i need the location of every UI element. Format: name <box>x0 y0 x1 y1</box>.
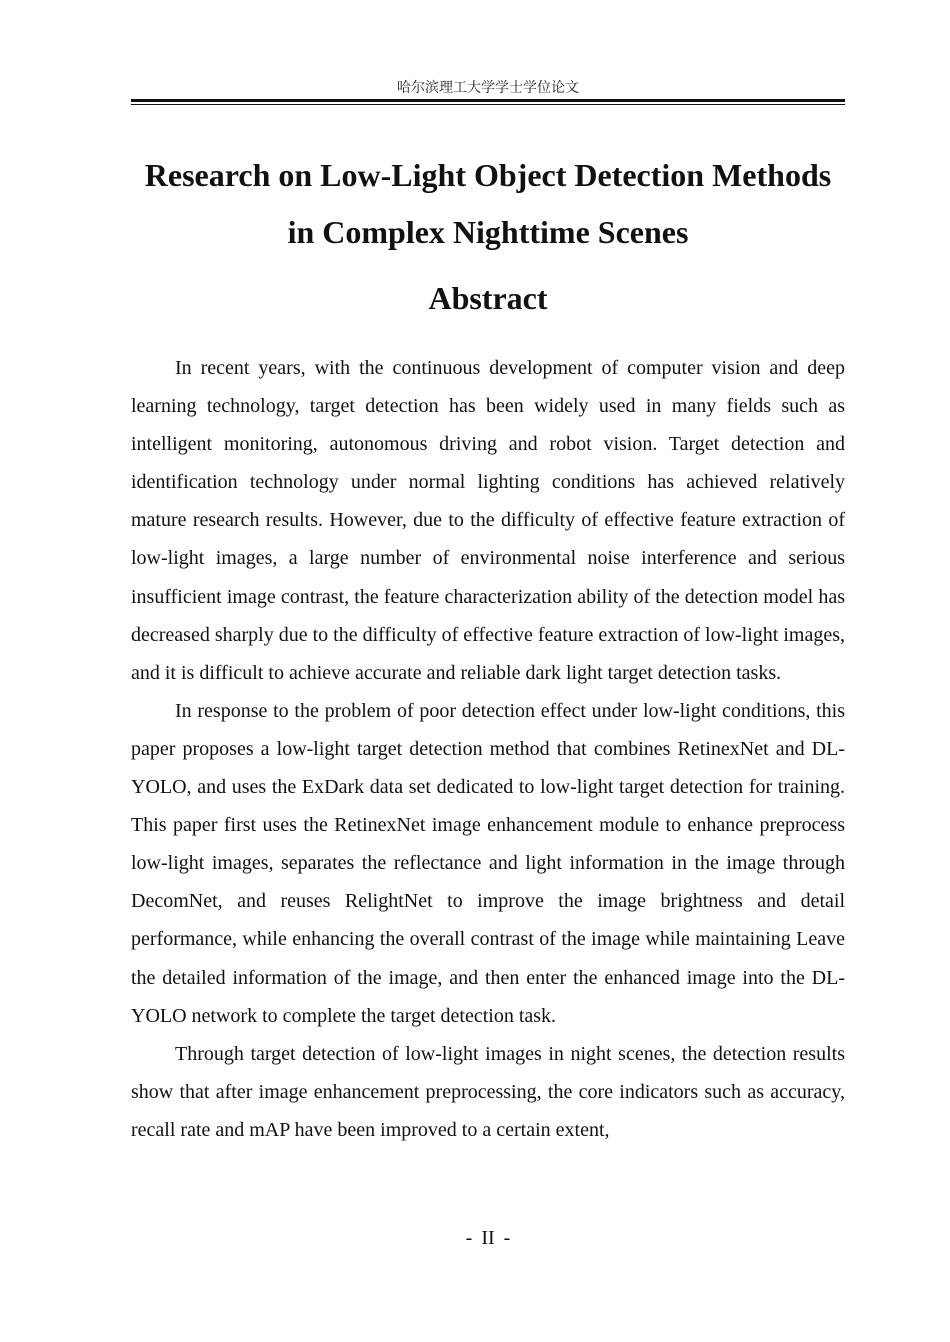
thesis-title-line-1: Research on Low-Light Object Detection Methods <box>144 157 832 193</box>
abstract-heading: Abstract <box>428 280 548 316</box>
abstract-paragraph-2: In response to the problem of poor detection effect under low-light conditions, this paper proposes a low-light target detection method that combines RetinexNet and DL-YOLO, and uses the ExDark data set dedicated to low-light target detection for training. This paper first uses the RetinexNet image enhancement module to enhance preprocess low-light images, separates the reflectance and light information in the image through DecomNet, and reuses RelightNet to improve the image brightness and detail performance, while enhancing the overall contrast of the image while maintaining Leave the detailed information of the image, and then enter the enhanced image into the DL-YOLO network to complete the target detection task. <box>131 699 845 1027</box>
page-number: - II - <box>465 1227 511 1249</box>
running-header: 哈尔滨理工大学学士学位论文 <box>397 80 579 96</box>
thesis-title <box>120 147 856 261</box>
thesis-title-line-2: in Complex Nighttime Scenes <box>287 214 689 250</box>
abstract-paragraph-3: Through target detection of low-light images in night scenes, the detection results show that after image enhancement preprocessing, the core indicators such as accuracy, recall rate and mAP have been improved to a certain extent, <box>131 1042 845 1141</box>
abstract-paragraph-1: In recent years, with the continuous development of computer vision and deep learning technology, target detection has been widely used in many fields such as intelligent monitoring, autonomous driving and robot vision. Target detection and identification technology under normal lighting conditions has achieved relatively mature research results. However, due to the difficulty of effective feature extraction of low-light images, a large number of environmental noise interference and serious insufficient image contrast, the feature characterization ability of the detection model has decreased sharply due to the difficulty of effective feature extraction of low-light images, and it is difficult to achieve accurate and reliable dark light target detection tasks. <box>131 357 845 684</box>
header-rule-thin <box>131 104 845 105</box>
abstract-body <box>131 349 845 1223</box>
header-rule-thick <box>131 99 845 102</box>
